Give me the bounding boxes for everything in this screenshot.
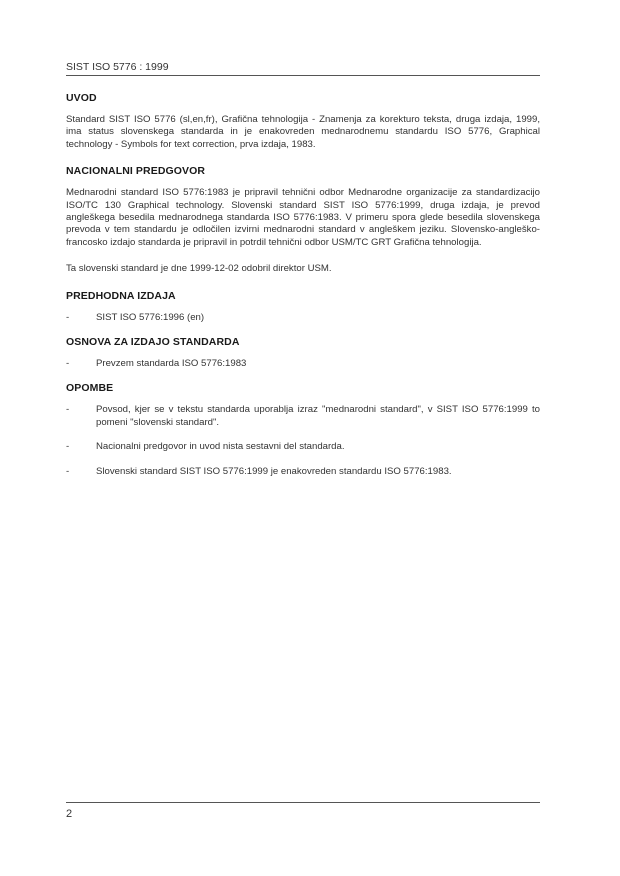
footer-divider xyxy=(66,802,540,803)
list-item xyxy=(66,441,540,453)
list-dash: - xyxy=(66,311,70,323)
list-dash: - xyxy=(66,465,70,477)
list-item-text: Prevzem standarda ISO 5776:1983 xyxy=(96,358,247,370)
predgovor-paragraph-2: Ta slovenski standard je dne 1999-12-02 odobril direktor USM. xyxy=(66,263,332,275)
list-dash: - xyxy=(66,441,70,453)
predgovor-paragraph-1: Mednarodni standard ISO 5776:1983 je pripravil tehnični odbor Mednarodne organizacije za standardizacijo ISO/TC 130 Graphical technology. Slovenski standard SIST ISO 5776:1999, druga izdaja, je prevod angleškega besedila mednarodnega standarda ISO 5776:1983. V primeru spora glede besedila slovenskega prevoda v tem standardu je odločilen izvirni mednarodni standard v angleškem jeziku. Slovensko-angleško-francosko izdajo standarda je pripravil in potrdil tehnični odbor USM/TC GRT Grafična tehnologija. xyxy=(66,187,540,248)
list-dash: - xyxy=(66,358,70,370)
list-item xyxy=(66,404,540,429)
header-divider xyxy=(66,75,540,76)
heading-nacionalni-predgovor: NACIONALNI PREDGOVOR xyxy=(66,165,206,178)
list-item xyxy=(66,466,540,478)
page-number: 2 xyxy=(66,808,73,820)
heading-uvod: UVOD xyxy=(66,92,97,104)
heading-osnova: OSNOVA ZA IZDAJO STANDARDA xyxy=(66,336,240,349)
page-body xyxy=(66,92,540,490)
list-item-text: SIST ISO 5776:1996 (en) xyxy=(96,311,205,323)
list-item-text: Nacionalni predgovor in uvod nista sestavni del standarda. xyxy=(96,441,345,453)
list-dash: - xyxy=(66,404,70,416)
uvod-paragraph: Standard SIST ISO 5776 (sl,en,fr), Grafična tehnologija - Znamenja za korekturo teksta, druga izdaja, 1999, ima status slovenskega standarda in je enakovreden mednarodnemu standardu ISO 5776, Graphical technology - Symbols for text correction, prva izdaja, 1983. xyxy=(66,114,540,150)
list-item-text: Povsod, kjer se v tekstu standarda uporablja izraz "mednarodni standard", v SIST ISO 5776:1999 to pomeni "slovenski standard". xyxy=(96,404,540,428)
heading-predhodna-izdaja: PREDHODNA IZDAJA xyxy=(66,289,176,302)
heading-opombe: OPOMBE xyxy=(66,382,114,395)
list-item xyxy=(66,312,540,324)
list-item xyxy=(66,358,540,370)
running-header: SIST ISO 5776 : 1999 xyxy=(66,61,169,73)
list-item-text: Slovenski standard SIST ISO 5776:1999 je enakovreden standardu ISO 5776:1983. xyxy=(96,465,452,477)
